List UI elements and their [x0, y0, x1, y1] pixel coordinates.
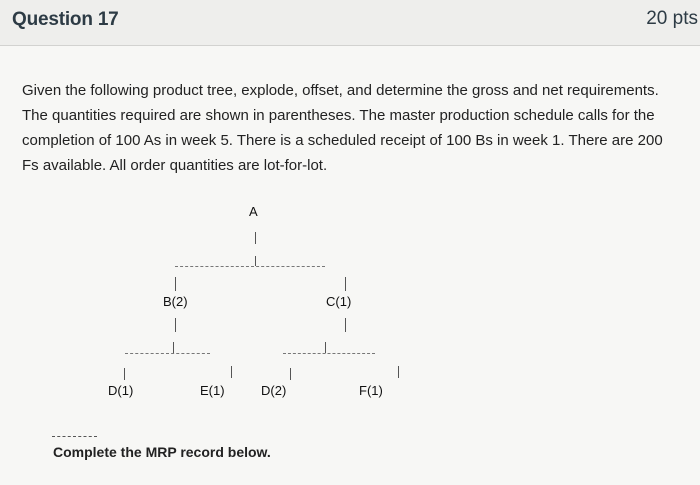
connector — [175, 277, 176, 291]
node-f: F(1) — [359, 383, 383, 398]
node-b: B(2) — [163, 294, 188, 309]
connector — [398, 366, 399, 378]
connector — [345, 277, 346, 291]
connector — [231, 366, 232, 378]
divider — [52, 436, 97, 437]
question-points: 20 pts — [646, 8, 698, 29]
connector — [325, 342, 326, 353]
branch-line — [125, 353, 210, 354]
connector — [255, 232, 256, 244]
branch-line — [283, 353, 375, 354]
question-title: Question 17 — [12, 9, 119, 30]
connector — [124, 368, 125, 380]
question-text: Given the following product tree, explode, offset, and determine the gross and net requirements. The quantities required are shown in parentheses. The master production schedule calls for the completion of 100 As in week 5. There is a scheduled receipt of 100 Bs in week 1. There are 200 Fs available. All order quantities are lot-for-lot. — [22, 82, 663, 174]
connector — [173, 342, 174, 353]
node-d: D(1) — [108, 383, 134, 398]
connector — [290, 368, 291, 380]
mrp-instruction: Complete the MRP record below. — [53, 444, 271, 460]
node-e: E(1) — [200, 383, 225, 398]
connector — [175, 318, 176, 332]
connector — [255, 256, 256, 266]
connector — [345, 318, 346, 332]
node-d2: D(2) — [261, 383, 287, 398]
branch-line — [175, 266, 325, 267]
node-c: C(1) — [326, 294, 352, 309]
node-a: A — [249, 204, 258, 219]
